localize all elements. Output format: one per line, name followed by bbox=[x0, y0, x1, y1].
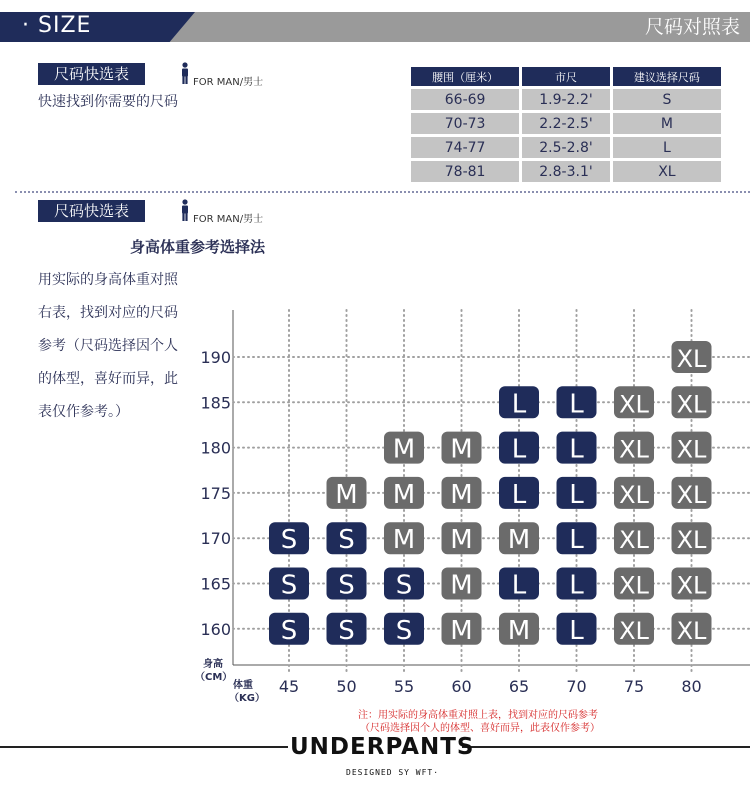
header-size: 建议选择尺码 bbox=[613, 67, 721, 86]
description-line: 的体型，喜好而异，此 bbox=[38, 371, 178, 387]
note-line-1: 注：用实际的身高体重对照上表，找到对应的尺码参考 bbox=[358, 710, 598, 721]
size-badge-label: XL bbox=[676, 616, 707, 645]
size-badge-label: M bbox=[450, 525, 473, 556]
size-badge-label: M bbox=[450, 570, 473, 601]
size-cell: S bbox=[613, 89, 721, 110]
size-badge-label: M bbox=[450, 615, 473, 646]
size-badge-label: S bbox=[338, 570, 355, 601]
size-badge-label: XL bbox=[619, 526, 649, 555]
size-badge-label: M bbox=[335, 479, 358, 510]
footer-rule-right bbox=[462, 746, 750, 748]
size-badge-label: L bbox=[569, 479, 584, 510]
height-tick-label: 180 bbox=[200, 438, 231, 458]
size-badge-label: S bbox=[395, 570, 413, 601]
size-badge-label: L bbox=[511, 570, 527, 601]
size-badge-label: M bbox=[392, 434, 416, 465]
header-shichi: 市尺 bbox=[522, 67, 610, 86]
size-cell: M bbox=[613, 113, 721, 134]
size-badge-label: S bbox=[280, 615, 298, 646]
size-quick-pill-2: 尺码快选表 bbox=[38, 200, 145, 222]
height-tick-label: 165 bbox=[200, 574, 231, 594]
method-title: 身高体重参考选择法 bbox=[130, 238, 266, 256]
table-row bbox=[411, 161, 721, 182]
waist-cell: 66-69 bbox=[411, 89, 519, 110]
weight-tick-label: 70 bbox=[566, 677, 587, 696]
description-line: 右表，找到对应的尺码 bbox=[38, 305, 178, 321]
height-tick-label: 170 bbox=[200, 529, 231, 549]
size-title: SIZE bbox=[38, 13, 92, 38]
description-line: 表仅作参考。） bbox=[38, 404, 129, 420]
size-badge-label: XL bbox=[676, 480, 707, 509]
size-badge-label: L bbox=[569, 615, 584, 646]
size-badge-label: XL bbox=[676, 435, 707, 464]
size-badge-label: S bbox=[395, 615, 413, 646]
weight-tick-label: 65 bbox=[508, 677, 530, 696]
size-badge-label: XL bbox=[619, 390, 649, 419]
size-badge-label: M bbox=[392, 479, 416, 510]
table-row bbox=[411, 137, 721, 158]
description-line: 用实际的身高体重对照 bbox=[38, 272, 178, 288]
size-badge-label: L bbox=[569, 434, 584, 465]
size-badge-label: XL bbox=[619, 435, 649, 464]
size-badge-label: M bbox=[507, 615, 531, 646]
header-waist: 腰围（厘米） bbox=[411, 67, 519, 86]
weight-tick-label: 55 bbox=[393, 677, 415, 696]
size-badge-label: XL bbox=[619, 480, 649, 509]
size-badge-label: XL bbox=[676, 526, 707, 555]
shichi-cell: 1.9-2.2' bbox=[522, 89, 610, 110]
y-axis-label: 身高 bbox=[203, 659, 223, 670]
size-badge-label: XL bbox=[619, 616, 649, 645]
waist-cell: 70-73 bbox=[411, 113, 519, 134]
size-badge-label: XL bbox=[676, 345, 707, 373]
size-badge-label: S bbox=[280, 525, 298, 556]
note-line-2: （尺码选择因个人的体型、喜好而异，此表仅作参考） bbox=[360, 723, 600, 734]
height-tick-label: 175 bbox=[200, 483, 231, 503]
brand-logo: UNDERPANTS bbox=[290, 734, 475, 760]
table-header-row bbox=[411, 67, 721, 86]
size-badge-label: XL bbox=[676, 390, 707, 419]
weight-tick-label: 50 bbox=[336, 677, 357, 696]
size-cell: XL bbox=[613, 161, 721, 182]
x-axis-label: 体重 bbox=[233, 680, 253, 691]
size-badge-label: M bbox=[450, 434, 473, 465]
size-badge-label: M bbox=[392, 525, 416, 556]
size-quick-pill-1: 尺码快选表 bbox=[38, 63, 145, 85]
size-badge-label: L bbox=[511, 479, 527, 510]
weight-tick-label: 45 bbox=[278, 677, 300, 696]
height-weight-chart bbox=[195, 300, 750, 720]
section1-subtitle: 快速找到你需要的尺码 bbox=[38, 94, 178, 110]
waist-cell: 74-77 bbox=[411, 137, 519, 158]
size-badge-label: L bbox=[569, 525, 584, 556]
size-badge-label: XL bbox=[676, 571, 707, 600]
size-cell: L bbox=[613, 137, 721, 158]
for-man-label: FOR MAN/男士 bbox=[193, 77, 264, 88]
table-row bbox=[411, 89, 721, 110]
shichi-cell: 2.8-3.1' bbox=[522, 161, 610, 182]
size-badge-label: L bbox=[569, 389, 584, 420]
brand-tagline: DESIGNED SY WFT· bbox=[346, 768, 440, 777]
size-badge-label: L bbox=[569, 570, 584, 601]
section-divider bbox=[15, 191, 750, 193]
table-row bbox=[411, 113, 721, 134]
size-badge-label: XL bbox=[619, 571, 649, 600]
height-tick-label: 190 bbox=[200, 348, 231, 367]
weight-tick-label: 80 bbox=[681, 677, 702, 696]
shichi-cell: 2.5-2.8' bbox=[522, 137, 610, 158]
man-icon bbox=[179, 199, 191, 221]
weight-tick-label: 75 bbox=[623, 677, 645, 696]
size-badge-label: M bbox=[507, 525, 531, 556]
waist-size-table bbox=[408, 64, 724, 185]
for-man-label: FOR MAN/男士 bbox=[193, 214, 264, 225]
height-tick-label: 185 bbox=[200, 393, 231, 413]
size-badge-label: S bbox=[280, 570, 298, 601]
size-badge-label: S bbox=[338, 525, 355, 556]
size-badge-label: L bbox=[511, 434, 527, 465]
page-title-cn: 尺码对照表 bbox=[644, 16, 740, 38]
y-axis-unit: （CM） bbox=[195, 672, 233, 683]
size-badge-label: L bbox=[511, 389, 527, 420]
shichi-cell: 2.2-2.5' bbox=[522, 113, 610, 134]
page-title: · SIZE bbox=[22, 13, 92, 38]
footer-rule-left bbox=[0, 746, 288, 748]
x-axis-unit: （KG） bbox=[229, 693, 265, 704]
description-line: 参考（尺码选择因个人 bbox=[38, 338, 178, 354]
size-badge-label: S bbox=[338, 615, 355, 646]
size-badge-label: M bbox=[450, 479, 473, 510]
man-icon bbox=[179, 62, 191, 84]
height-tick-label: 160 bbox=[200, 619, 231, 639]
waist-cell: 78-81 bbox=[411, 161, 519, 182]
weight-tick-label: 60 bbox=[451, 677, 472, 696]
